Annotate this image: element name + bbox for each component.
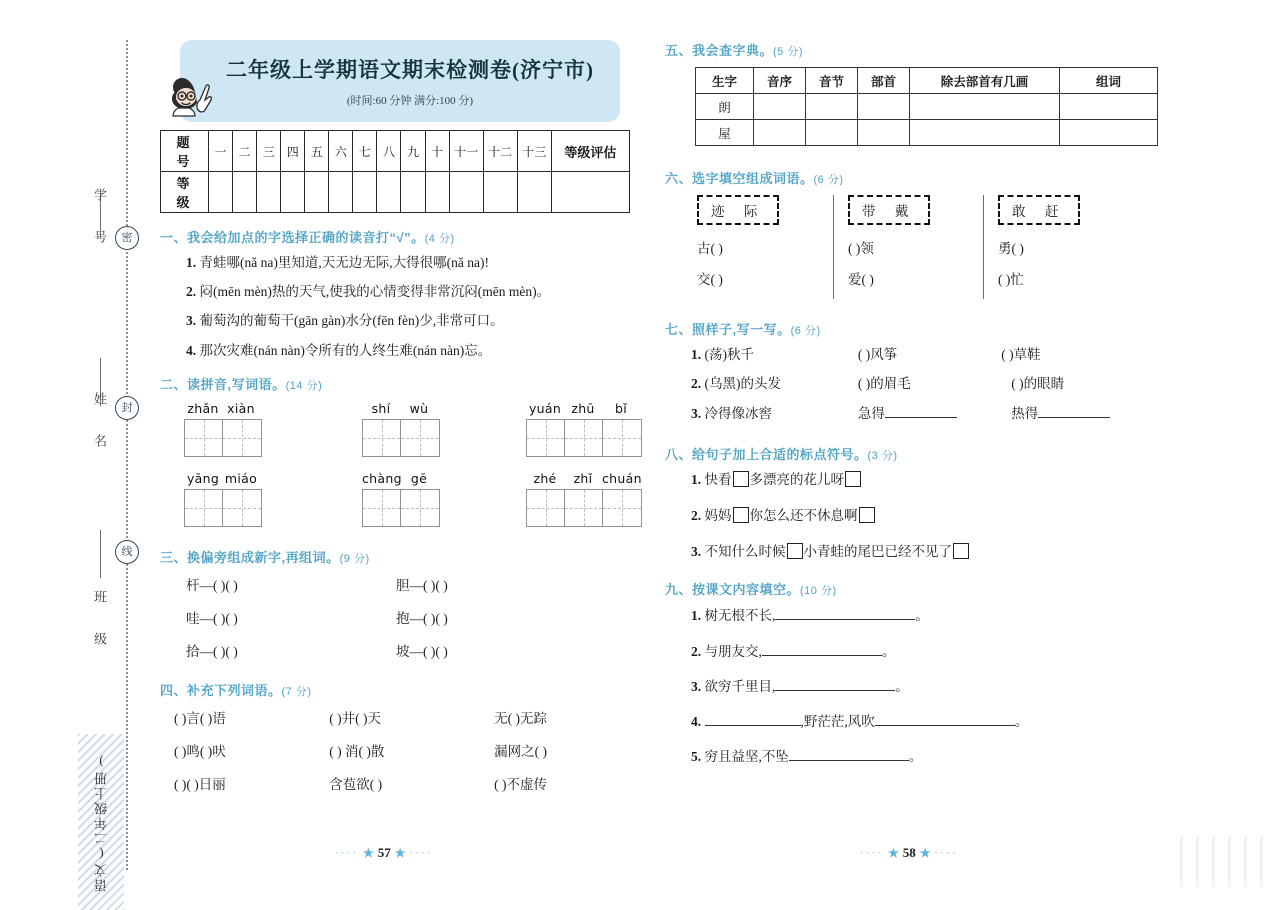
pinyin-word-3 xyxy=(526,401,642,457)
sentence-part: 你怎么还不休息啊 xyxy=(749,507,858,523)
pinyin-syllable: yuán xyxy=(528,400,562,416)
seal-circle-2: 封 xyxy=(115,396,139,420)
pattern-blank[interactable]: ( )的眉毛 xyxy=(857,376,911,392)
q-index: 2. xyxy=(691,376,702,392)
q-num-6: 六 xyxy=(329,131,353,172)
q-index: 4. xyxy=(186,342,197,358)
grade-cell-7[interactable] xyxy=(353,172,377,213)
grade-cell-4[interactable] xyxy=(281,172,305,213)
pinyin-syllable: gē xyxy=(410,470,428,486)
dict-header-word: 组词 xyxy=(1060,68,1158,94)
tianzige-cell[interactable] xyxy=(223,490,261,526)
pinyin-syllable: chuán xyxy=(602,470,642,486)
radical-item[interactable]: 哇—( )( ) xyxy=(186,610,238,626)
dict-cell-syllable[interactable] xyxy=(806,94,858,120)
seal-circle-3: 线 xyxy=(115,540,139,564)
section-title-9: 九、按课文内容填空。 xyxy=(665,582,801,598)
section-heading-2 xyxy=(160,374,630,393)
punctuation-row-1 xyxy=(691,471,1165,489)
q-index: 1. xyxy=(691,471,702,487)
recite-row-3 xyxy=(691,677,1165,696)
answer-blank[interactable] xyxy=(789,747,909,761)
pinyin-word-4 xyxy=(184,471,262,527)
radical-item[interactable]: 杆—( )( ) xyxy=(186,577,238,593)
dict-cell-radical[interactable] xyxy=(858,120,910,146)
pinyin-syllable: zhé xyxy=(533,470,557,486)
table-row-question-numbers xyxy=(161,131,630,172)
section-points-3: (9 分) xyxy=(339,552,370,565)
choose-group-1 xyxy=(683,195,833,299)
pinyin-word-5 xyxy=(362,471,440,527)
idiom-item[interactable]: ( ) 消( )散 xyxy=(329,743,385,759)
q-index: 4. xyxy=(691,713,702,729)
idiom-item[interactable]: ( )鸣( )吠 xyxy=(174,743,226,759)
q-text[interactable]: 青蛙哪(nǎ na)里知道,天无边无际,大得很哪(nǎ na)! xyxy=(199,255,489,270)
exam-header-banner xyxy=(180,40,620,122)
answer-blank[interactable] xyxy=(775,677,895,691)
dict-header-initial: 音序 xyxy=(754,68,806,94)
choose-blank[interactable]: 爱( ) xyxy=(848,272,874,287)
pinyin-label xyxy=(526,401,642,416)
grade-cell-6[interactable] xyxy=(329,172,353,213)
pattern-row-2 xyxy=(691,375,1165,393)
pinyin-syllable: shí xyxy=(371,400,391,416)
tianzige-cell[interactable] xyxy=(401,490,439,526)
sentence-part: 妈妈 xyxy=(704,507,732,523)
section-points-2: (14 分) xyxy=(285,379,323,392)
q-index: 2. xyxy=(691,507,702,523)
section-points-6: (6 分) xyxy=(813,174,844,186)
idiom-row-2 xyxy=(174,740,630,760)
tianzige-grid[interactable] xyxy=(362,419,440,457)
radical-row-2 xyxy=(186,607,630,627)
dict-cell-syllable[interactable] xyxy=(806,120,858,146)
pattern-blank[interactable]: ( )草鞋 xyxy=(1001,347,1041,362)
tianzige-grid[interactable] xyxy=(526,489,642,527)
pattern-prompt xyxy=(858,404,1008,423)
idiom-row-3 xyxy=(174,773,630,793)
q-index: 3. xyxy=(691,678,702,694)
grade-cell-5[interactable] xyxy=(305,172,329,213)
choose-blank[interactable]: ( )忙 xyxy=(998,272,1024,287)
q-index: 1. xyxy=(691,608,702,624)
char-bank-2: 带 戴 xyxy=(848,195,930,225)
pinyin-label xyxy=(526,471,642,486)
pattern-example: 冷得像冰窖 xyxy=(704,406,772,422)
table-row xyxy=(696,94,1158,120)
answer-blank[interactable] xyxy=(762,642,882,656)
star-decoration-right: ···· xyxy=(934,848,959,858)
recite-prefix: 树无根不长, xyxy=(704,608,776,624)
section-title-2: 二、读拼音,写词语。 xyxy=(160,376,286,392)
section-title-8: 八、给句子加上合适的标点符号。 xyxy=(665,446,868,462)
pinyin-syllable: yāng xyxy=(186,470,220,486)
idiom-item[interactable]: 无( )无踪 xyxy=(494,710,548,726)
section-title-3: 三、换偏旁组成新字,再组词。 xyxy=(160,549,340,565)
seal-line-column xyxy=(60,40,152,892)
q-index: 1. xyxy=(691,347,702,362)
grade-cell-1[interactable] xyxy=(209,172,233,213)
section-4-body xyxy=(174,707,630,793)
grade-cell-3[interactable] xyxy=(257,172,281,213)
q-num-10: 十 xyxy=(425,131,449,172)
punctuation-box[interactable] xyxy=(845,471,861,487)
q-num-11: 十一 xyxy=(449,131,483,172)
q-num-12: 十二 xyxy=(483,131,517,172)
pinyin-syllable: miáo xyxy=(224,470,258,486)
tianzige-cell[interactable] xyxy=(565,490,603,526)
tianzige-cell[interactable] xyxy=(527,420,565,456)
q-index: 2. xyxy=(186,284,197,300)
char-bank-1: 迹 际 xyxy=(697,195,779,225)
pinyin-syllable: xiàn xyxy=(227,400,255,416)
tianzige-cell[interactable] xyxy=(363,490,401,526)
footer-left-page xyxy=(335,845,434,861)
student-pointing-icon xyxy=(162,62,226,126)
tianzige-cell[interactable] xyxy=(185,490,223,526)
punctuation-box[interactable] xyxy=(787,543,803,559)
pinyin-row-1 xyxy=(184,401,630,457)
star-decoration-left: ···· xyxy=(335,848,360,858)
sentence-part: 多漂亮的花儿呀 xyxy=(749,471,844,487)
pinyin-syllable: zhǎn xyxy=(187,400,219,416)
section-points-9: (10 分) xyxy=(800,585,837,598)
grade-eval-header: 等级评估 xyxy=(551,131,629,172)
section-heading-5 xyxy=(665,40,1165,59)
recite-middle: ,野茫茫,风吹 xyxy=(800,713,875,729)
section-title-6: 六、选字填空组成词语。 xyxy=(665,171,814,186)
grade-cell-9[interactable] xyxy=(401,172,425,213)
star-decoration-left: ···· xyxy=(860,848,885,858)
recite-suffix: 。 xyxy=(915,608,929,624)
pattern-prompt xyxy=(1011,404,1110,423)
q-index: 3. xyxy=(186,313,197,329)
recite-prefix: 欲穷千里目, xyxy=(704,678,776,694)
section-heading-1 xyxy=(160,227,630,246)
answer-blank[interactable] xyxy=(775,606,915,620)
dictionary-lookup-table xyxy=(695,67,1158,146)
grade-cell-10[interactable] xyxy=(425,172,449,213)
sentence-part: 不知什么时候 xyxy=(704,544,786,560)
idiom-row-1 xyxy=(174,707,630,727)
subject-tag-label: 语文(二年级上册) xyxy=(93,752,109,892)
recite-row-1 xyxy=(691,606,1165,625)
choose-blank[interactable]: 勇( ) xyxy=(998,241,1024,256)
choose-group-2 xyxy=(833,195,983,299)
recite-suffix: 。 xyxy=(881,643,896,659)
dict-header-syllable: 音节 xyxy=(806,68,858,94)
scan-artifact xyxy=(1174,837,1270,887)
tianzige-cell[interactable] xyxy=(363,420,401,456)
dict-header-char: 生字 xyxy=(696,68,754,94)
q-num-4: 四 xyxy=(281,131,305,172)
pinyin-word-1 xyxy=(184,401,262,457)
q-text[interactable]: 葡萄沟的葡萄干(gān gàn)水分(fēn fèn)少,非常可口。 xyxy=(199,313,504,329)
section-heading-4 xyxy=(160,680,630,699)
section-heading-9 xyxy=(665,579,1165,598)
grade-cell-2[interactable] xyxy=(233,172,257,213)
pinyin-label xyxy=(184,471,262,486)
grade-cell-11[interactable] xyxy=(449,172,483,213)
punctuation-box[interactable] xyxy=(733,507,749,523)
tianzige-cell[interactable] xyxy=(401,420,439,456)
dict-cell-initial[interactable] xyxy=(754,120,806,146)
field-label-class: 班 级 xyxy=(92,590,107,652)
section-heading-8 xyxy=(665,444,1165,463)
pinyin-syllable: wù xyxy=(409,400,429,416)
dict-cell-strokes[interactable] xyxy=(910,120,1060,146)
radical-item[interactable]: 坡—( )( ) xyxy=(396,643,448,659)
section-title-7: 七、照样子,写一写。 xyxy=(665,322,791,337)
q-index: 5. xyxy=(691,749,702,765)
choose-group-3 xyxy=(983,195,1133,299)
seal-circle-1: 密 xyxy=(115,226,139,250)
pattern-blank[interactable]: ( )风筝 xyxy=(857,347,898,362)
q-num-2: 二 xyxy=(233,131,257,172)
sentence-part: 小青蛙的尾巴已经不见了 xyxy=(803,544,952,560)
recite-row-2 xyxy=(691,642,1165,661)
radical-row-1 xyxy=(186,574,630,594)
section-points-4: (7 分) xyxy=(281,685,312,698)
recite-prefix: 与朋友交, xyxy=(704,643,762,659)
footer-right-page xyxy=(860,845,959,861)
tianzige-grid[interactable] xyxy=(184,489,262,527)
question-1-1 xyxy=(186,254,630,272)
recite-suffix: 。 xyxy=(908,749,923,765)
section-points-5: (5 分) xyxy=(773,46,804,58)
pattern-row-1 xyxy=(691,346,1165,364)
q-num-8: 八 xyxy=(377,131,401,172)
q-num-7: 七 xyxy=(353,131,377,172)
radical-item[interactable]: 抱—( )( ) xyxy=(396,610,448,626)
dict-header-radical: 部首 xyxy=(858,68,910,94)
dict-cell-initial[interactable] xyxy=(754,94,806,120)
section-heading-6 xyxy=(665,168,1165,187)
pinyin-syllable: zhū xyxy=(571,400,595,416)
section-3-body xyxy=(186,574,630,660)
tianzige-cell[interactable] xyxy=(603,420,641,456)
field-rule-3 xyxy=(100,530,101,578)
recite-row-4 xyxy=(691,712,1165,731)
exam-title: 二年级上学期语文期末检测卷(济宁市) xyxy=(226,58,594,82)
recite-suffix: 。 xyxy=(895,678,909,694)
pinyin-label xyxy=(362,471,440,486)
exam-subtitle: (时间:60 分钟 满分:100 分) xyxy=(346,95,474,107)
dict-cell-char: 朗 xyxy=(696,94,754,120)
q-index: 3. xyxy=(691,406,702,422)
dict-cell-radical[interactable] xyxy=(858,94,910,120)
section-6-body xyxy=(683,195,1165,299)
idiom-item[interactable]: ( )井( )天 xyxy=(329,710,381,726)
dict-cell-strokes[interactable] xyxy=(910,94,1060,120)
section-heading-3 xyxy=(160,547,630,566)
field-label-student-id: 学 号 xyxy=(92,188,107,250)
pinyin-row-2 xyxy=(184,470,642,527)
tianzige-cell[interactable] xyxy=(223,420,261,456)
recite-row-5 xyxy=(691,747,1165,766)
table-row-grades xyxy=(161,172,630,213)
grade-cell-8[interactable] xyxy=(377,172,401,213)
answer-blank[interactable] xyxy=(885,404,957,418)
page-number-left: 57 xyxy=(377,845,391,860)
pinyin-label xyxy=(362,401,440,416)
section-points-1: (4 分) xyxy=(424,233,455,245)
recite-suffix: 。 xyxy=(1014,713,1029,729)
q-index: 3. xyxy=(691,544,702,560)
pinyin-syllable: bǐ xyxy=(614,400,627,416)
punctuation-row-3 xyxy=(691,543,1165,561)
choose-blank[interactable]: 交( ) xyxy=(697,272,723,287)
q-num-1: 一 xyxy=(209,131,233,172)
q-text[interactable]: 那次灾难(nán nàn)令所有的人终生难(nán nàn)忘。 xyxy=(199,342,492,358)
tianzige-cell[interactable] xyxy=(603,490,641,526)
section-points-7: (6 分) xyxy=(790,325,821,337)
grade-cell-12[interactable] xyxy=(483,172,517,213)
tianzige-cell[interactable] xyxy=(185,420,223,456)
pattern-prompt-text: 急得 xyxy=(857,406,885,422)
dict-cell-word[interactable] xyxy=(1060,94,1158,120)
subject-tag-box xyxy=(78,734,124,910)
grade-row-label-grade: 等 级 xyxy=(161,172,209,213)
grade-cell-eval[interactable] xyxy=(551,172,629,213)
dict-cell-char: 屋 xyxy=(696,120,754,146)
q-num-9: 九 xyxy=(401,131,425,172)
q-index: 1. xyxy=(186,255,197,270)
q-num-13: 十三 xyxy=(517,131,551,172)
star-icon: ★ xyxy=(394,845,406,860)
left-page-column xyxy=(160,40,642,806)
q-text[interactable]: 闷(mēn mèn)热的天气,使我的心情变得非常沉闷(mēn mèn)。 xyxy=(199,284,551,300)
star-icon: ★ xyxy=(888,845,899,860)
dict-cell-word[interactable] xyxy=(1060,120,1158,146)
pattern-example: (荡)秋千 xyxy=(704,347,754,362)
tianzige-cell[interactable] xyxy=(565,420,603,456)
punctuation-row-2 xyxy=(691,507,1165,525)
question-1-4 xyxy=(186,342,630,360)
pattern-row-3 xyxy=(691,404,1165,423)
answer-blank[interactable] xyxy=(705,712,801,726)
pattern-example: (乌黑)的头发 xyxy=(704,376,781,392)
char-bank-3: 敢 赶 xyxy=(998,195,1080,225)
radical-row-3 xyxy=(186,640,630,660)
answer-blank[interactable] xyxy=(875,712,1015,726)
grade-cell-13[interactable] xyxy=(517,172,551,213)
pinyin-word-6 xyxy=(526,471,642,527)
idiom-item[interactable]: ( )言( )语 xyxy=(174,710,226,726)
idiom-item[interactable]: 漏网之( ) xyxy=(494,743,548,759)
page-number-right: 58 xyxy=(902,845,916,860)
punctuation-box[interactable] xyxy=(733,471,749,487)
pinyin-syllable: zhǐ xyxy=(573,470,593,486)
tianzige-grid[interactable] xyxy=(362,489,440,527)
table-row-header xyxy=(696,68,1158,94)
tianzige-grid[interactable] xyxy=(184,419,262,457)
right-page-column xyxy=(665,40,1165,772)
idiom-item[interactable]: 含苞欲( ) xyxy=(329,776,383,792)
field-label-name: 姓 名 xyxy=(92,392,107,454)
idiom-item[interactable]: ( )不虚传 xyxy=(494,776,548,792)
choose-blank[interactable]: ( )领 xyxy=(848,241,874,256)
punctuation-box[interactable] xyxy=(859,507,875,523)
q-num-5: 五 xyxy=(305,131,329,172)
pattern-blank[interactable]: ( )的眼睛 xyxy=(1011,376,1065,392)
star-icon: ★ xyxy=(919,845,931,860)
star-icon: ★ xyxy=(363,845,374,860)
grade-summary-table xyxy=(160,130,630,213)
star-decoration-right: ···· xyxy=(409,848,434,858)
question-1-3 xyxy=(186,312,630,330)
section-title-4: 四、补充下列词语。 xyxy=(160,682,282,698)
tianzige-grid[interactable] xyxy=(526,419,642,457)
q-num-3: 三 xyxy=(257,131,281,172)
seal-dotted-line xyxy=(126,40,128,870)
idiom-item[interactable]: ( )( )日丽 xyxy=(174,776,226,792)
question-1-2 xyxy=(186,283,630,301)
table-row xyxy=(696,120,1158,146)
section-title-5: 五、我会查字典。 xyxy=(665,43,774,58)
pinyin-syllable: chàng xyxy=(362,470,402,486)
section-points-8: (3 分) xyxy=(867,449,898,462)
pinyin-word-2 xyxy=(362,401,440,457)
pinyin-label xyxy=(184,401,262,416)
section-title-1: 一、我会给加点的字选择正确的读音打“√”。 xyxy=(160,230,425,245)
sentence-part: 快看 xyxy=(704,471,732,487)
radical-item[interactable]: 拾—( )( ) xyxy=(186,643,238,659)
grade-row-label-question: 题 号 xyxy=(161,131,209,172)
dict-header-strokes: 除去部首有几画 xyxy=(910,68,1060,94)
tianzige-cell[interactable] xyxy=(527,490,565,526)
recite-prefix: 穷且益坚,不坠 xyxy=(704,749,789,765)
pattern-prompt-text: 热得 xyxy=(1011,406,1039,422)
answer-blank[interactable] xyxy=(1038,404,1110,418)
radical-item[interactable]: 胆—( )( ) xyxy=(396,577,448,593)
choose-blank[interactable]: 古( ) xyxy=(697,241,723,256)
q-index: 2. xyxy=(691,643,702,659)
punctuation-box[interactable] xyxy=(953,543,969,559)
section-heading-7 xyxy=(665,319,1165,338)
